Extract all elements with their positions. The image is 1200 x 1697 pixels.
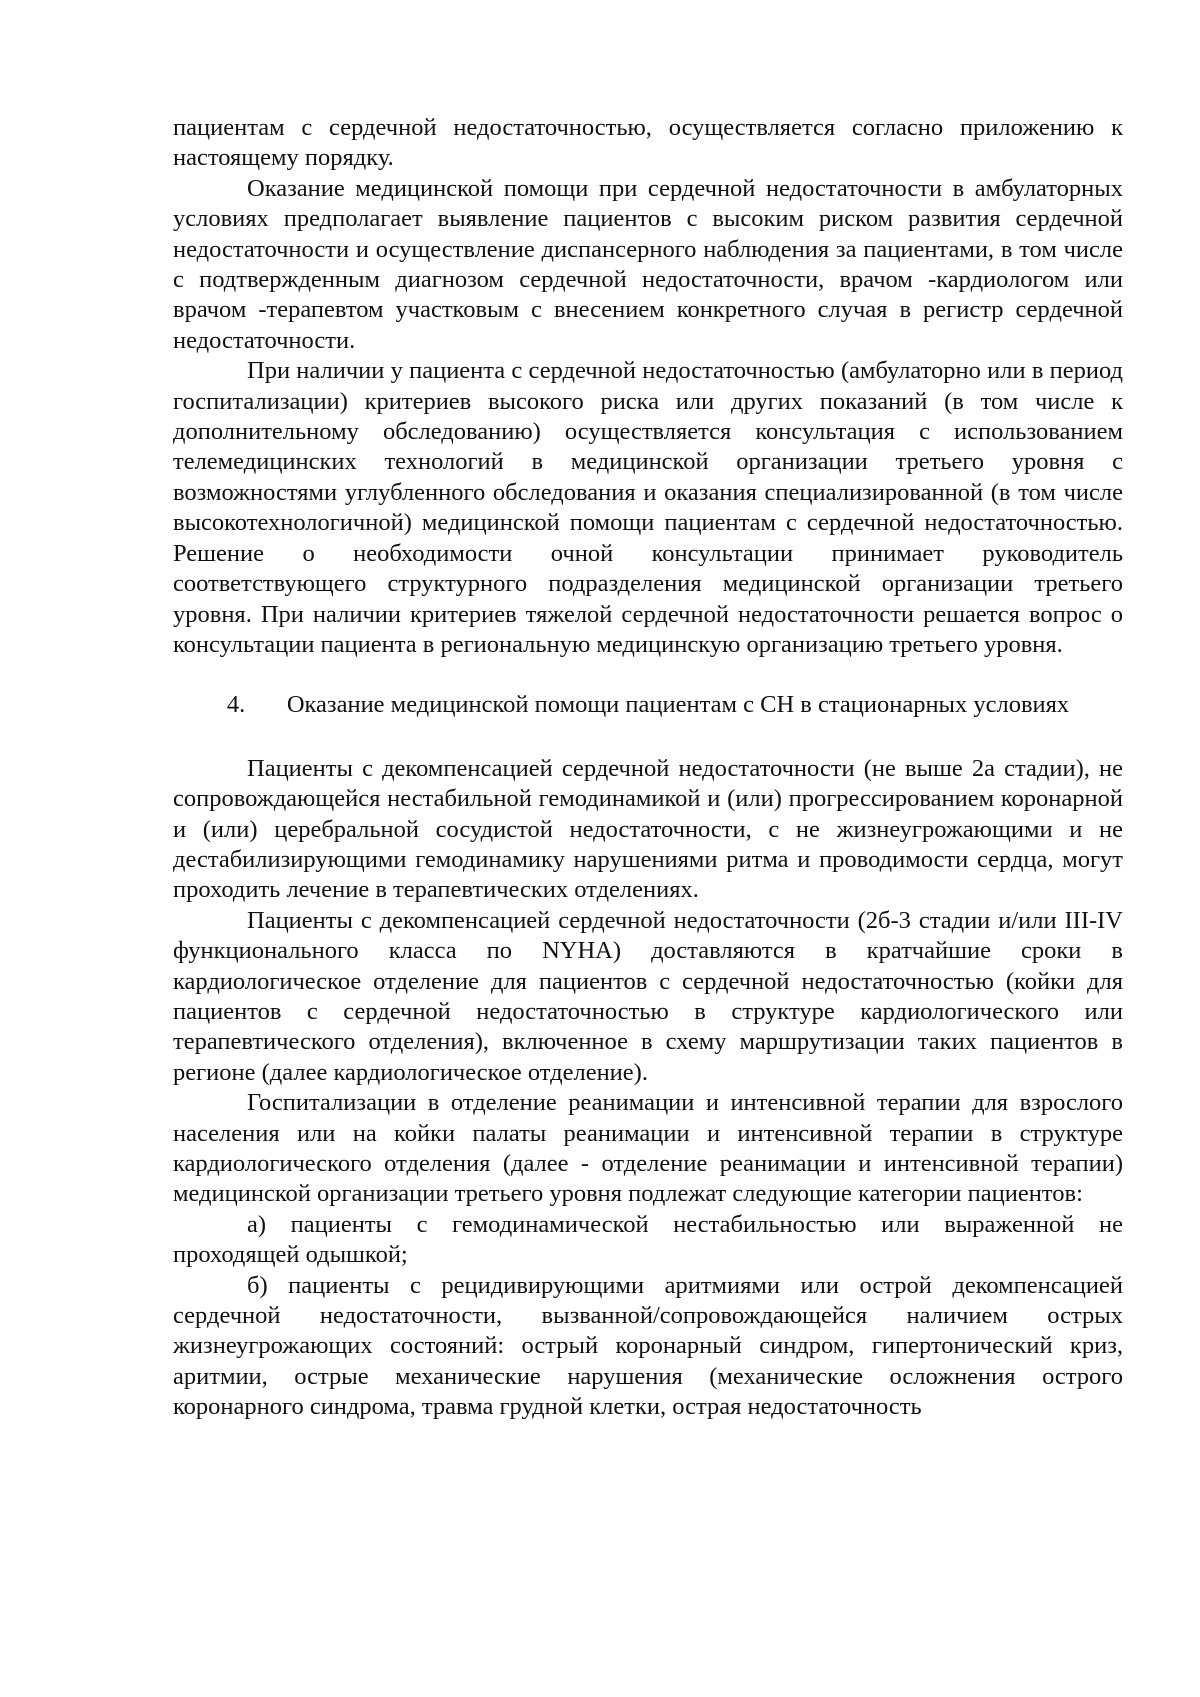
section-title: Оказание медицинской помощи пациентам с СН в стационарных условиях	[286, 691, 1070, 719]
paragraph: Оказание медицинской помощи при сердечной недостаточности в амбулаторных условиях предполагает выявление пациентов с высоким риском развития сердечной недостаточности и осуществление диспансерного наблюдения за пациентами, в том числе с подтвержденным диагнозом сердечной недостаточности, врачом -кардиологом или врачом -терапевтом участковым с внесением конкретного случая в регистр сердечной недостаточности.	[173, 174, 1123, 354]
document-page	[173, 113, 1123, 1423]
list-item: б) пациенты с рецидивирующими аритмиями или острой декомпенсацией сердечной недостаточности, вызванной/сопровождающейся наличием острых жизнеугрожающих состояний: острый коронарный синдром, гипертонический криз, аритмии, острые механические нарушения (механические осложнения острого коронарного синдрома, травма грудной клетки, острая недостаточность	[173, 1271, 1123, 1421]
section-heading	[173, 690, 1123, 720]
paragraph: Пациенты с декомпенсацией сердечной недостаточности (2б-3 стадии и/или III-IV функционального класса по NYHA) доставляются в кратчайшие сроки в кардиологическое отделение для пациентов с сердечной недостаточностью (койки для пациентов с сердечной недостаточностью в структуре кардиологического или терапевтического отделения), включенное в схему маршрутизации таких пациентов в регионе (далее кардиологическое отделение).	[173, 906, 1123, 1086]
section-number: 4.	[226, 691, 246, 719]
list-item: а) пациенты с гемодинамической нестабильностью или выраженной не проходящей одышкой;	[173, 1210, 1123, 1269]
paragraph: Пациенты с декомпенсацией сердечной недостаточности (не выше 2а стадии), не сопровождающейся нестабильной гемодинамикой и (или) прогрессированием коронарной и (или) церебральной сосудистой недостаточности, с не жизнеугрожающими и не дестабилизирующими гемодинамику нарушениями ритма и проводимости сердца, могут проходить лечение в терапевтических отделениях.	[173, 754, 1123, 904]
paragraph: При наличии у пациента с сердечной недостаточностью (амбулаторно или в период госпитализации) критериев высокого риска или других показаний (в том числе к дополнительному обследованию) осуществляется консультация с использованием телемедицинских технологий в медицинской организации третьего уровня с возможностями углубленного обследования и оказания специализированной (в том числе высокотехнологичной) медицинской помощи пациентам с сердечной недостаточностью. Решение о необходимости очной консультации принимает руководитель соответствующего структурного подразделения медицинской организации третьего уровня. При наличии критериев тяжелой сердечной недостаточности решается вопрос о консультации пациента в региональную медицинскую организацию третьего уровня.	[173, 357, 1123, 658]
paragraph: пациентам с сердечной недостаточностью, осуществляется согласно приложению к настоящему порядку.	[173, 114, 1123, 172]
paragraph: Госпитализации в отделение реанимации и интенсивной терапии для взрослого населения или на койки палаты реанимации и интенсивной терапии в структуре кардиологического отделения (далее - отделение реанимации и интенсивной терапии) медицинской организации третьего уровня подлежат следующие категории пациентов:	[173, 1089, 1123, 1208]
